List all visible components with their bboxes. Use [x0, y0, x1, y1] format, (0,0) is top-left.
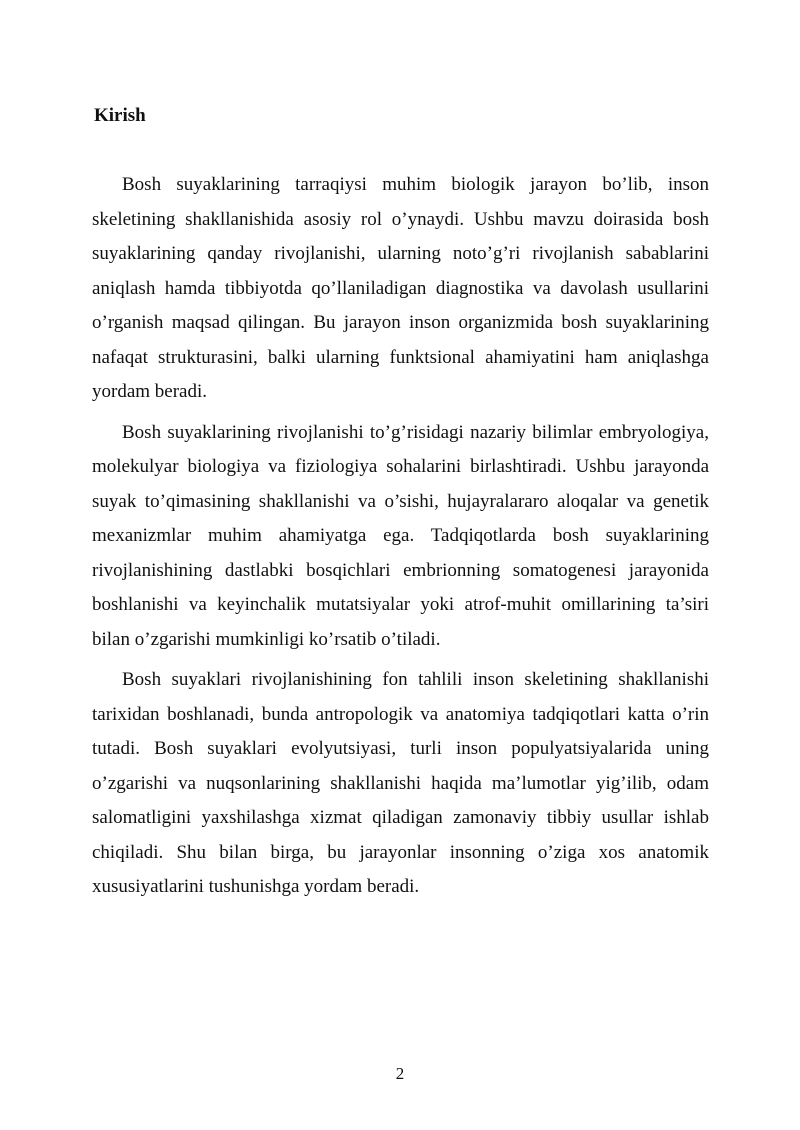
paragraph-1: Bosh suyaklarining tarraqiysi muhim biologik jarayon bo’lib, inson skeletining shakllanishida asosiy rol o’ynaydi. Ushbu mavzu doirasida bosh suyaklarining qanday rivojlanishi, ularning noto’g’ri rivojlanish sabablarini aniqlash hamda tibbiyotda qo’llaniladigan diagnostika va davolash usullarini o’rganish maqsad qilingan. Bu jarayon inson organizmida bosh suyaklarining nafaqat strukturasini, balki ularning funktsional ahamiyatini ham aniqlashga yordam beradi. — [92, 174, 709, 402]
document-page — [92, 0, 709, 1130]
page-number: 2 — [395, 1064, 405, 1083]
paragraph-3: Bosh suyaklari rivojlanishining fon tahlili inson skeletining shakllanishi tarixidan boshlanadi, bunda antropologik va anatomiya tadqiqotlari katta o’rin tutadi. Bosh suyaklari evolyutsiyasi, turli inson populyatsiyalarida uning o’zgarishi va nuqsonlarining shakllanishi haqida ma’lumotlar yig’ilib, odam salomatligini yaxshilashga xizmat qiladigan zamonaviy tibbiy usullar ishlab chiqiladi. Shu bilan birga, bu jarayonlar insonning o’ziga xos anatomik xususiyatlarini tushunishga yordam beradi. — [92, 669, 709, 897]
body-text — [92, 168, 709, 911]
section-heading: Kirish — [94, 105, 146, 126]
paragraph-2: Bosh suyaklarining rivojlanishi to’g’risidagi nazariy bilimlar embryologiya, molekulyar biologiya va fiziologiya sohalarini birlashtiradi. Ushbu jarayonda suyak to’qimasining shakllanishi va o’sishi, hujayralararo aloqalar va genetik mexanizmlar muhim ahamiyatga ega. Tadqiqotlarda bosh suyaklarining rivojlanishining dastlabki bosqichlari embrionning somatogenesi jarayonida boshlanishi va keyinchalik mutatsiyalar yoki atrof-muhit omillarining ta’siri bilan o’zgarishi mumkinligi ko’rsatib o’tiladi. — [92, 421, 709, 650]
